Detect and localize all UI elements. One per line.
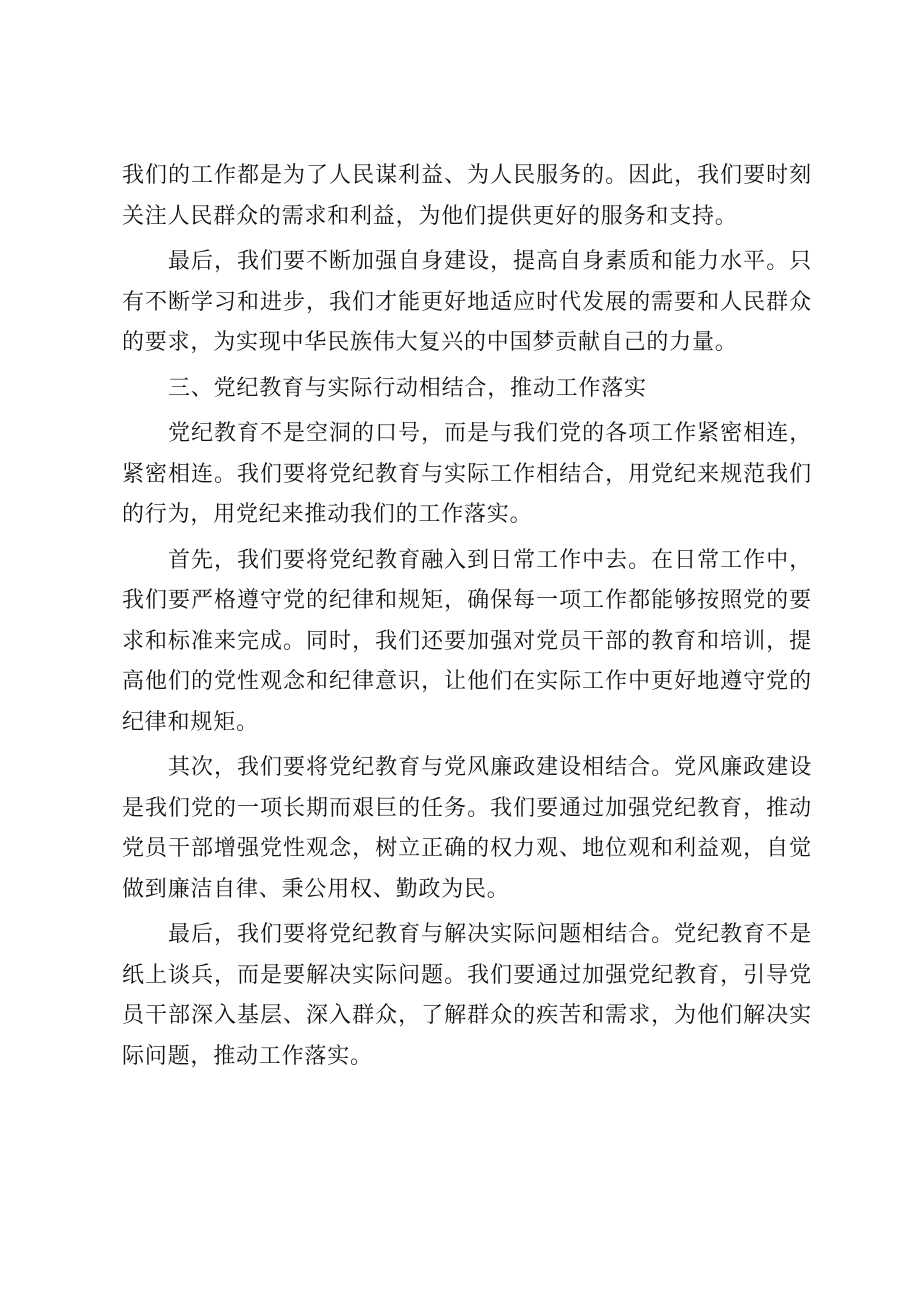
section-heading: 三、党纪教育与实际行动相结合，推动工作落实	[168, 375, 647, 401]
paragraph-continuation: 我们的工作都是为了人民谋利益、为人民服务的。因此，我们要时刻关注人民群众的需求和利益，为他们提供更好的服务和支持。	[122, 163, 812, 229]
document-body	[122, 156, 812, 1082]
paragraph-self-improvement: 最后，我们要不断加强自身建设，提高自身素质和能力水平。只有不断学习和进步，我们才能更好地适应时代发展的需要和人民群众的要求，为实现中华民族伟大复兴的中国梦贡献自己的力量。	[122, 249, 812, 355]
paragraph-first: 首先，我们要将党纪教育融入到日常工作中去。在日常工作中，我们要严格遵守党的纪律和规矩，确保每一项工作都能够按照党的要求和标准来完成。同时，我们还要加强对党员干部的教育和培训，提高他们的党性观念和纪律意识，让他们在实际工作中更好地遵守党的纪律和规矩。	[122, 547, 812, 735]
paragraph-second: 其次，我们要将党纪教育与党风廉政建设相结合。党风廉政建设是我们党的一项长期而艰巨的任务。我们要通过加强党纪教育，推动党员干部增强党性观念，树立正确的权力观、地位观和利益观，自觉做到廉洁自律、秉公用权、勤政为民。	[122, 755, 812, 902]
paragraph-intro: 党纪教育不是空洞的口号，而是与我们党的各项工作紧密相连，紧密相连。我们要将党纪教育与实际工作相结合，用党纪来规范我们的行为，用党纪来推动我们的工作落实。	[122, 421, 812, 527]
paragraph-last: 最后，我们要将党纪教育与解决实际问题相结合。党纪教育不是纸上谈兵，而是要解决实际问题。我们要通过加强党纪教育，引导党员干部深入基层、深入群众，了解群众的疾苦和需求，为他们解决实际问题，推动工作落实。	[122, 922, 812, 1069]
